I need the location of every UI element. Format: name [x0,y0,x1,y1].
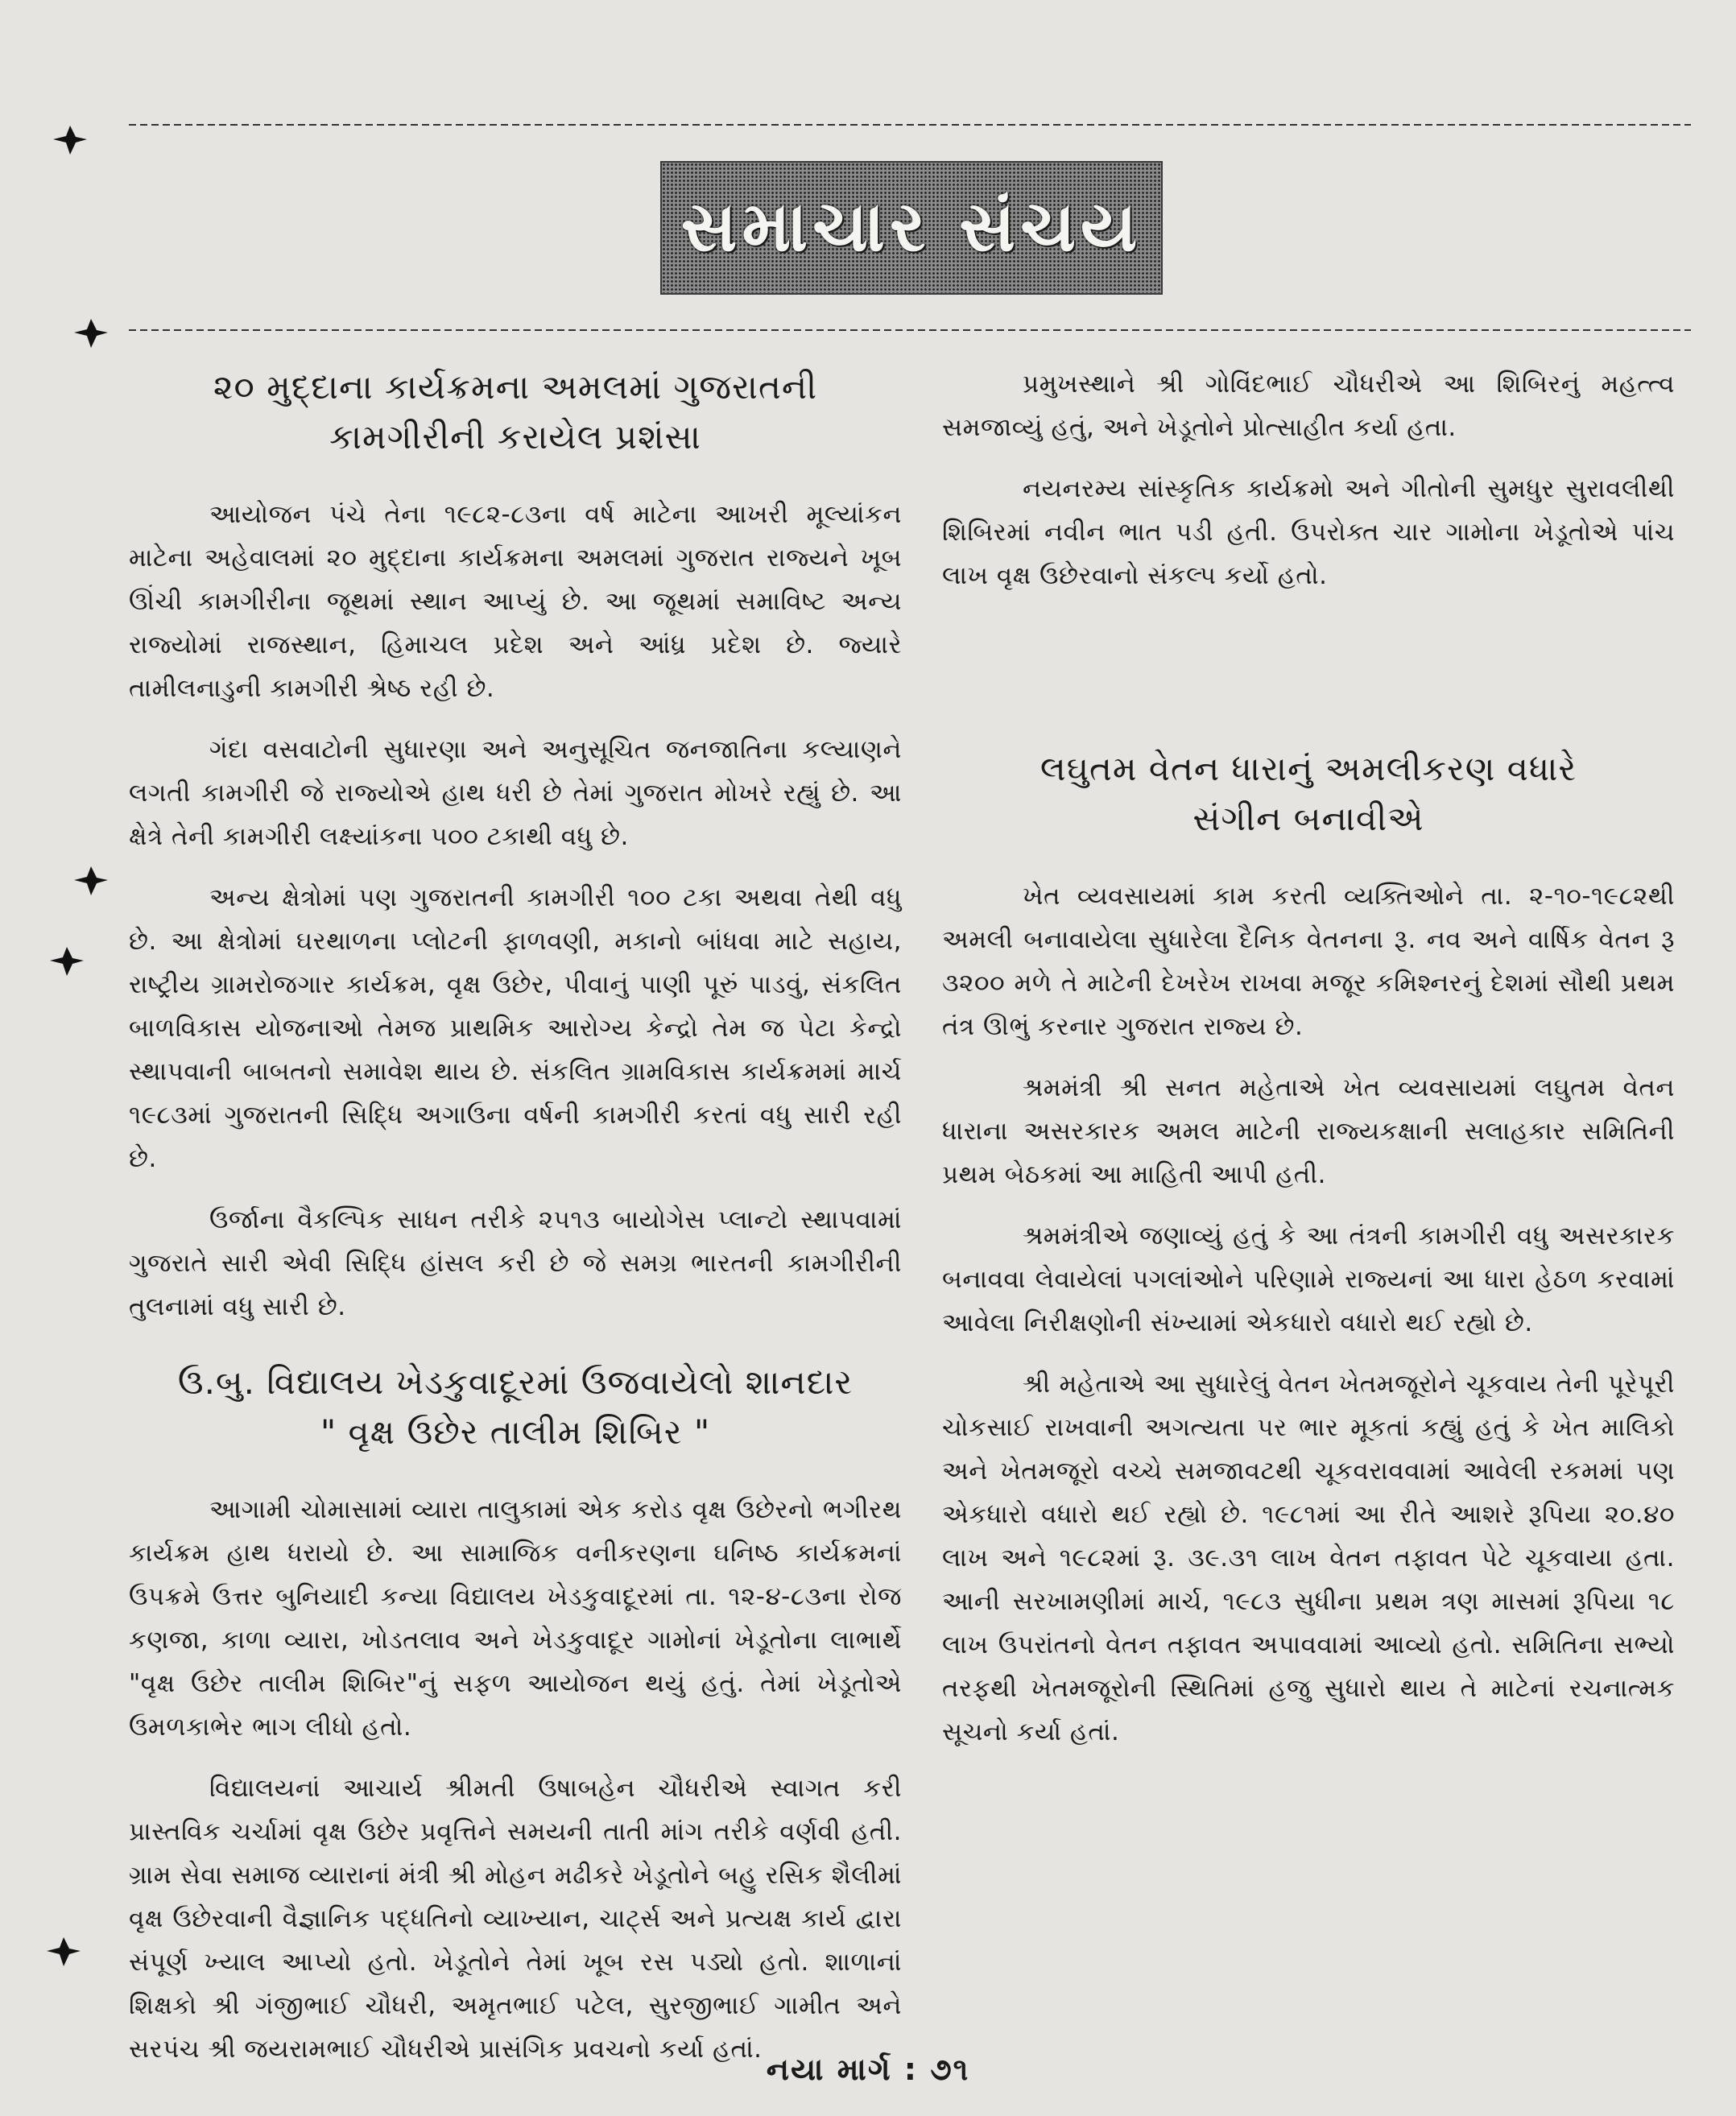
punch-hole-icon [52,121,89,158]
article-paragraph: શ્રમમંત્રી શ્રી સનત મહેતાએ ખેત વ્યવસાયમાં લઘુતમ વેતન ધારાના અસરકારક અમલ માટેની રાજ્યકક્ષાની સલાહકાર સમિતિની પ્રથમ બેઠકમાં આ માહિતી આપી હતી. [942,1073,1675,1189]
punch-hole-icon [72,314,110,351]
article-paragraph-continued: પ્રમુખસ્થાને શ્રી ગોવિંદભાઈ ચૌધરીએ આ શિબિરનું મહત્ત્વ સમજાવ્યું હતું, અને ખેડૂતોને પ્રોત્સાહીત કર્યા હતા. [942,370,1675,442]
right-column [942,362,1675,1771]
article-paragraph: આગામી ચોમાસામાં વ્યારા તાલુકામાં એક કરોડ વૃક્ષ ઉછેરનો ભગીરથ કાર્યક્રમ હાથ ધરાયો છે. આ સામાજિક વનીકરણના ઘનિષ્ઠ કાર્યક્રમનાં ઉપક્રમે ઉત્તર બુનિયાદી કન્યા વિદ્યાલય ખેડકુવાદૂરમાં તા. ૧૨-૪-૮૩ના રોજ કણજા, કાળા વ્યારા, ખોડતલાવ અને ખેડકુવાદૂર ગામોનાં ખેડૂતોના લાભાર્થે "વૃક્ષ ઉછેર તાલીમ શિબિર"નું સફળ આયોજન થયું હતું. તેમાં ખેડૂતોએ ઉમળકાભેર ભાગ લીધો હતો. [129,1495,902,1742]
section-masthead [660,161,1163,295]
article-paragraph-continued: નયનરમ્ય સાંસ્કૃતિક કાર્યક્રમો અને ગીતોની સુમધુર સુરાવલીથી શિબિરમાં નવીન ભાત પડી હતી. ઉપરોક્ત ચાર ગામોના ખેડૂતોએ પાંચ લાખ વૃક્ષ ઉછેરવાનો સંકલ્પ કર્યો હતો. [942,474,1675,590]
article-paragraph: વિદ્યાલયનાં આચાર્ય શ્રીમતી ઉષાબહેન ચૌધરીએ સ્વાગત કરી પ્રાસ્તવિક ચર્ચામાં વૃક્ષ ઉછેર પ્રવૃત્તિને સમયની તાતી માંગ તરીકે વર્ણવી હતી. ગ્રામ સેવા સમાજ વ્યારાનાં મંત્રી શ્રી મોહન મઢીકરે ખેડૂતોને બહુ રસિક શૈલીમાં વૃક્ષ ઉછેરવાની વૈજ્ઞાનિક પદ્ધતિનો વ્યાખ્યાન, ચાર્ટ્સ અને પ્રત્યક્ષ કાર્ય દ્વારા સંપૂર્ણ ખ્યાલ આપ્યો હતો. ખેડૂતોને તેમાં ખૂબ રસ પડ્યો હતો. શાળાનાં શિક્ષકો શ્રી ગંજીભાઈ ચૌધરી, અમૃતભાઈ પટેલ, સુરજીભાઈ ગામીત અને સરપંચ શ્રી જયરામભાઈ ચૌધરીએ પ્રાસંગિક પ્રવચનો કર્યા હતાં. [129,1774,902,2064]
article-title: લઘુતમ વેતન ધારાનું અમલીકરણ વધારે સંગીન બનાવીએ [1040,749,1577,838]
article-title: ૨૦ મુદ્દાના કાર્યક્રમના અમલમાં ગુજરાતની કામગીરીની કરાયેલ પ્રશંસા [213,367,818,457]
article-paragraph: શ્રમમંત્રીએ જણાવ્યું હતું કે આ તંત્રની કામગીરી વધુ અસરકારક બનાવવા લેવાયેલાં પગલાંઓને પરિણામે રાજ્યનાં આ ધારા હેઠળ કરવામાં આવેલા નિરીક્ષણોની સંખ્યામાં એકધારો વધારો થઈ રહ્યો છે. [942,1221,1675,1337]
article-minimum-wage-act [942,744,1675,1754]
article-paragraph: શ્રી મહેતાએ આ સુધારેલું વેતન ખેતમજૂરોને ચૂકવાય તેની પૂરેપૂરી ચોકસાઈ રાખવાની અગત્યતા પર ભાર મૂકતાં કહ્યું હતું કે ખેત માલિકો અને ખેતમજૂરો વચ્ચે સમજાવટથી ચૂકવરાવવામાં આવેલી રકમમાં પણ એકધારો વધારો થઈ રહ્યો છે. ૧૯૮૧માં આ રીતે આશરે રૂપિયા ૨૦.૪૦ લાખ અને ૧૯૮૨માં રૂ. ૩૯.૩૧ લાખ વેતન તફાવત પેટે ચૂકવાયા હતા. આની સરખામણીમાં માર્ચ, ૧૯૮૩ સુધીના પ્રથમ ત્રણ માસમાં રૂપિયા ૧૮ લાખ ઉપરાંતનો વેતન તફાવત અપાવવામાં આવ્યો હતો. સમિતિના સભ્યો તરફથી ખેતમજૂરોની સ્થિતિમાં હજુ સુધારો થાય તે માટેનાં રચનાત્મક સૂચનો કર્યા હતાં. [942,1370,1675,1746]
article-paragraph: ગંદા વસવાટોની સુધારણા અને અનુસૂચિત જનજાતિના કલ્યાણને લગતી કામગીરી જે રાજ્યોએ હાથ ધરી છે તેમાં ગુજરાત મોખરે રહ્યું છે. આ ક્ષેત્રે તેની કામગીરી લક્ષ્યાંકના ૫૦૦ ટકાથી વધુ છે. [129,735,902,851]
punch-hole-icon [45,1932,82,1969]
punch-hole-icon [48,942,85,979]
article-title: ઉ.બુ. વિદ્યાલય ખેડકુવાદૂરમાં ઉજવાયેલો શાનદાર " વૃક્ષ ઉછેર તાલીમ શિબિર " [177,1362,854,1452]
article-tree-plantation-camp [129,1358,902,2071]
masthead-title: સમાચાર સંચય [680,187,1143,267]
article-paragraph: આયોજન પંચે તેના ૧૯૮૨-૮૩ના વર્ષ માટેના આખરી મૂલ્યાંકન માટેના અહેવાલમાં ૨૦ મુદ્દાના કાર્યક્રમના અમલમાં ગુજરાત રાજ્યને ખૂબ ઊંચી કામગીરીના જૂથમાં સ્થાન આપ્યું છે. આ જૂથમાં સમાવિષ્ટ અન્ય રાજ્યોમાં રાજસ્થાન, હિમાચલ પ્રદેશ અને આંધ્ર પ્રદેશ છે. જ્યારે તામીલનાડુની કામગીરી શ્રેષ્ઠ રહી છે. [129,500,902,703]
article-paragraph: ઉર્જાના વૈકલ્પિક સાધન તરીકે ૨૫૧૩ બાયોગેસ પ્લાન્ટો સ્થાપવામાં ગુજરાતે સારી એવી સિદ્ધિ હાંસલ કરી છે જે સમગ્ર ભારતની કામગીરીની તુલનામાં વધુ સારી છે. [129,1205,902,1321]
article-paragraph: અન્ય ક્ષેત્રોમાં પણ ગુજરાતની કામગીરી ૧૦૦ ટકા અથવા તેથી વધુ છે. આ ક્ષેત્રોમાં ઘરથાળના પ્લોટની ફાળવણી, મકાનો બાંધવા માટે સહાય, રાષ્ટ્રીય ગ્રામરોજગાર કાર્યક્રમ, વૃક્ષ ઉછેર, પીવાનું પાણી પૂરું પાડવું, સંકલિત બાળવિકાસ યોજનાઓ તેમજ પ્રાથમિક આરોગ્ય કેન્દ્રો તેમ જ પેટા કેન્દ્રો સ્થાપવાની બાબતનો સમાવેશ થાય છે. સંકલિત ગ્રામવિકાસ કાર્યક્રમમાં માર્ચ ૧૯૮૩માં ગુજરાતની સિદ્ધિ અગાઉના વર્ષની કામગીરી કરતાં વધુ સારી રહી છે. [129,883,902,1173]
left-column [129,362,902,2089]
masthead-divider [129,326,1691,334]
top-divider [129,121,1691,129]
punch-hole-icon [72,862,110,899]
article-paragraph: ખેત વ્યવસાયમાં કામ કરતી વ્યક્તિઓને તા. ૨-૧૦-૧૯૮૨થી અમલી બનાવાયેલા સુધારેલા દૈનિક વેતનના રૂ. નવ અને વાર્ષિક વેતન રૂ ૩૨૦૦ મળે તે માટેની દેખરેખ રાખવા મજૂર કમિશ્નરનું દેશમાં સૌથી પ્રથમ તંત્ર ઊભું કરનાર ગુજરાત રાજ્ય છે. [942,882,1675,1041]
page-footer: નયા માર્ગ : ૭૧ [766,2052,970,2087]
article-twenty-point-programme [129,362,902,1329]
